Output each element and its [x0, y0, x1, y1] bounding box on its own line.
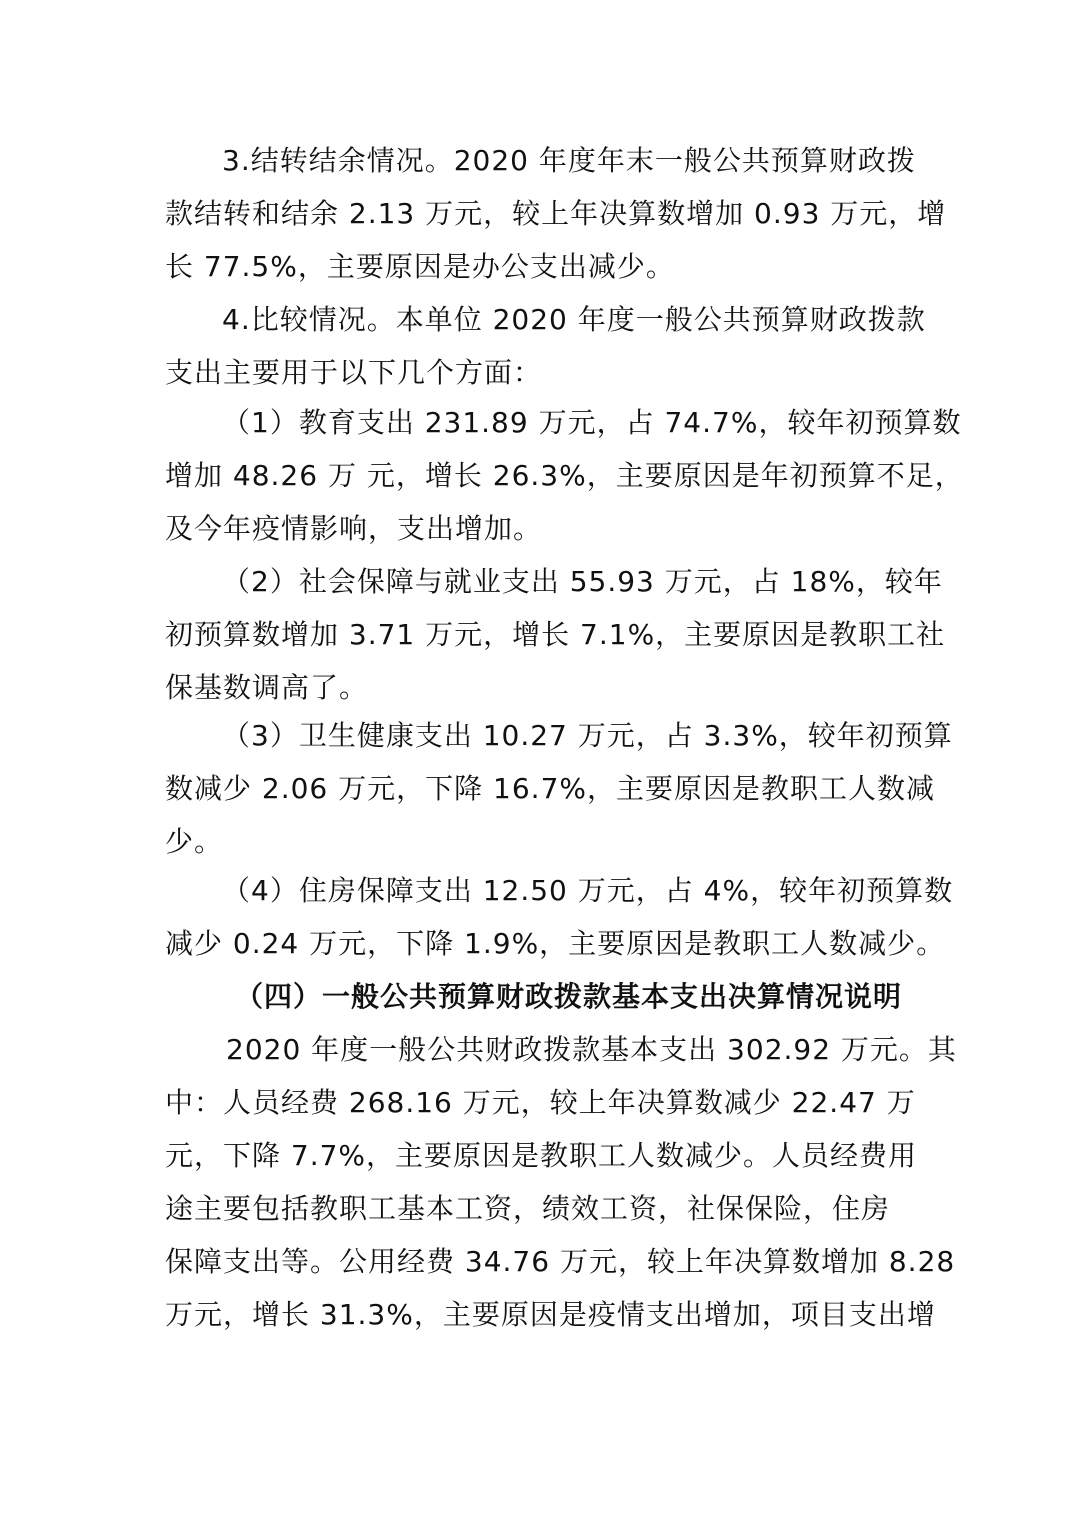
- paragraph-line: （2）社会保障与就业支出 55.93 万元，占 18%，较年: [222, 565, 943, 598]
- paragraph-line: 中：人员经费 268.16 万元，较上年决算数减少 22.47 万: [165, 1086, 916, 1119]
- paragraph-line: 增加 48.26 万 元，增长 26.3%，主要原因是年初预算不足，: [165, 459, 964, 492]
- paragraph-line: （4）住房保障支出 12.50 万元，占 4%，较年初预算数: [222, 874, 954, 907]
- paragraph-line: 数减少 2.06 万元，下降 16.7%，主要原因是教职工人数减: [165, 772, 935, 805]
- paragraph-line: 保基数调高了。: [165, 671, 369, 704]
- paragraph-line: 减少 0.24 万元，下降 1.9%，主要原因是教职工人数减少。: [165, 927, 946, 960]
- paragraph-line: 保障支出等。公用经费 34.76 万元，较上年决算数增加 8.28: [165, 1245, 956, 1278]
- paragraph-line: （1）教育支出 231.89 万元，占 74.7%，较年初预算数: [222, 406, 962, 439]
- paragraph-line: 支出主要用于以下几个方面：: [165, 356, 543, 389]
- paragraph-line: 4.比较情况。本单位 2020 年度一般公共预算财政拨款: [222, 303, 926, 336]
- paragraph-line: 3.结转结余情况。2020 年度年末一般公共预算财政拨: [222, 144, 916, 177]
- paragraph-line: 元，下降 7.7%，主要原因是教职工人数减少。人员经费用: [165, 1139, 918, 1172]
- paragraph-line: 及今年疫情影响，支出增加。: [165, 512, 543, 545]
- paragraph-line: 少。: [165, 825, 224, 858]
- paragraph-line: 款结转和结余 2.13 万元，较上年决算数增加 0.93 万元，增: [165, 197, 947, 230]
- paragraph-line: 万元，增长 31.3%，主要原因是疫情支出增加，项目支出增: [165, 1298, 936, 1331]
- paragraph-line: 初预算数增加 3.71 万元，增长 7.1%，主要原因是教职工社: [165, 618, 946, 651]
- paragraph-line: 长 77.5%，主要原因是办公支出减少。: [165, 250, 675, 283]
- paragraph-line: （3）卫生健康支出 10.27 万元，占 3.3%，较年初预算: [222, 719, 953, 752]
- paragraph-line: 2020 年度一般公共财政拨款基本支出 302.92 万元。其: [226, 1033, 957, 1066]
- section-heading: （四）一般公共预算财政拨款基本支出决算情况说明: [235, 980, 903, 1013]
- paragraph-line: 途主要包括教职工基本工资，绩效工资，社保保险，住房: [165, 1192, 891, 1225]
